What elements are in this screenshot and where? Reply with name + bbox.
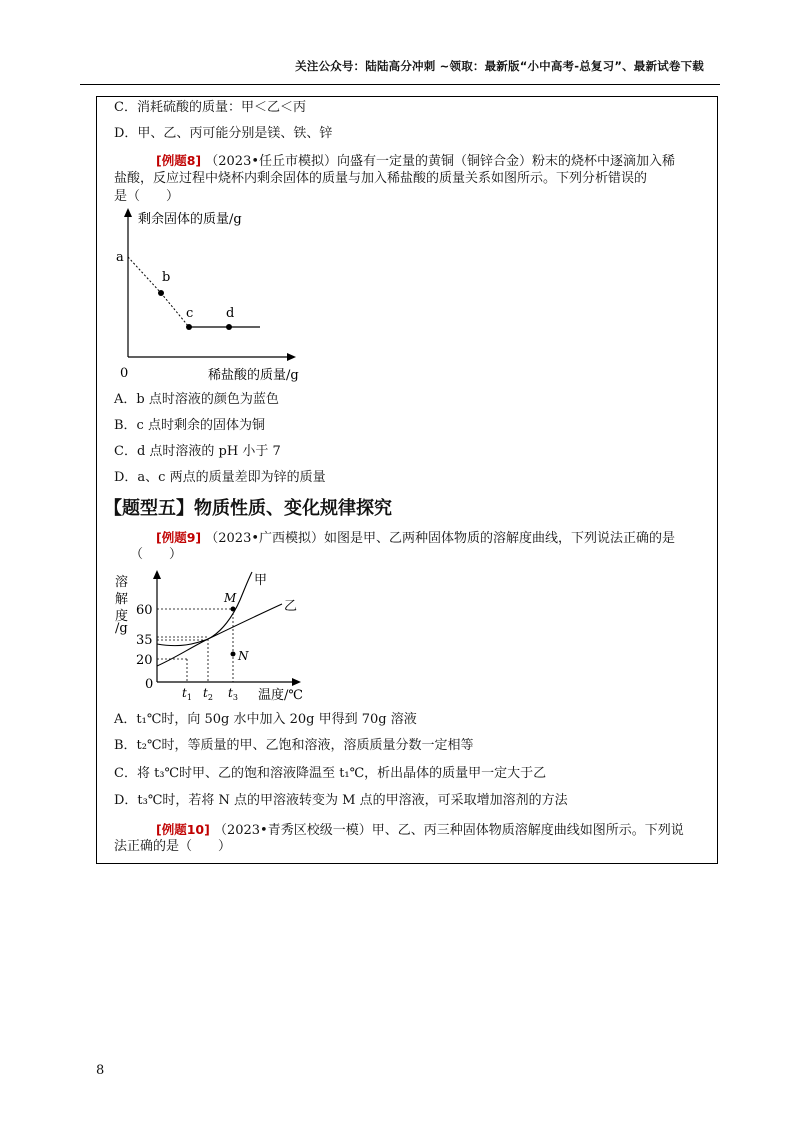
example10-line1 [156, 821, 684, 840]
curve-yi [157, 604, 282, 666]
example9-text2: （ ） [130, 547, 183, 562]
x-axis-arrow [287, 353, 296, 361]
y-axis-label: 剩余固体的质量/g [138, 212, 242, 227]
page-header: 关注公众号：陆陆高分冲刺 ~领取：最新版“小中高考-总复习”、最新试卷下载 [295, 59, 704, 73]
y-label-3: 度 [115, 609, 129, 624]
y-label-2: 解 [115, 592, 129, 607]
label-n: N [238, 649, 249, 663]
page-number: 8 [96, 1063, 105, 1078]
option-c-top: C．消耗硫酸的质量：甲＜乙＜丙 [114, 100, 306, 115]
tick-0: 0 [145, 677, 154, 692]
example8-line1 [156, 152, 675, 171]
example9-option-c: C．将 t₃℃时甲、乙的饱和溶液降温至 t₁℃，析出晶体的质量甲一定大于乙 [114, 766, 547, 781]
example8-option-b: B．c 点时剩余的固体为铜 [114, 418, 265, 433]
label-a: a [116, 250, 124, 265]
point-b [158, 290, 164, 296]
header-rule [80, 84, 720, 85]
example9-chart [110, 566, 320, 706]
example9-line1 [156, 529, 675, 548]
label-jia: 甲 [254, 573, 268, 588]
example10-label: [例题10] [156, 822, 210, 837]
example8-option-a: A．b 点时溶液的颜色为蓝色 [114, 392, 279, 407]
point-m [231, 607, 236, 612]
y-axis-arrow [153, 570, 161, 579]
option-d-top: D．甲、乙、丙可能分别是镁、铁、锌 [114, 126, 333, 141]
example8-chart [110, 205, 320, 385]
x-axis-label: 稀盐酸的质量/g [208, 368, 299, 383]
x-axis-arrow [292, 678, 301, 686]
curve-jia [157, 572, 252, 646]
x-axis-label: 温度/℃ [258, 688, 303, 703]
curve-bc [161, 293, 189, 327]
label-c: c [186, 306, 194, 321]
example10-text1: （2023•青秀区校级一模）甲、乙、丙三种固体物质溶解度曲线如图所示。下列说 [213, 823, 684, 838]
tick-t1: $t_1$ [182, 686, 192, 702]
example9-label: [例题9] [156, 530, 202, 545]
tick-t2: $t_2$ [203, 686, 213, 702]
y-axis-arrow [124, 208, 132, 217]
example8-label: [例题8] [156, 153, 202, 168]
point-c [186, 324, 192, 330]
y-label-4: /g [115, 621, 128, 636]
example8-text1: （2023•任丘市模拟）向盛有一定量的黄铜（铜锌合金）粉末的烧杯中逐滴加入稀 [205, 154, 676, 169]
section-title: 【题型五】物质性质、变化规律探究 [104, 498, 392, 519]
curve-ab [128, 257, 161, 293]
tick-60: 60 [136, 603, 153, 618]
origin-label: 0 [120, 366, 129, 381]
tick-35: 35 [136, 633, 153, 648]
y-label-1: 溶 [115, 575, 129, 590]
example8-text2: 盐酸，反应过程中烧杯内剩余固体的质量与加入稀盐酸的质量关系如图所示。下列分析错误的 [114, 171, 648, 186]
label-yi: 乙 [284, 599, 298, 614]
example9-text1: （2023•广西模拟）如图是甲、乙两种固体物质的溶解度曲线，下列说法正确的是 [205, 531, 676, 546]
example8-text3: 是（ ） [114, 189, 180, 204]
label-m: M [224, 591, 237, 605]
label-d: d [226, 306, 235, 321]
point-n [231, 652, 236, 657]
label-b: b [162, 270, 171, 285]
example8-option-c: C．d 点时溶液的 pH 小于 7 [114, 444, 281, 459]
point-d [226, 324, 232, 330]
tick-20: 20 [136, 653, 153, 668]
example9-option-d: D．t₃℃时，若将 N 点的甲溶液转变为 M 点的甲溶液，可采取增加溶剂的方法 [114, 793, 568, 808]
example9-option-a: A．t₁℃时，向 50g 水中加入 20g 甲得到 70g 溶液 [114, 712, 417, 727]
example8-option-d: D．a、c 两点的质量差即为锌的质量 [114, 470, 326, 485]
tick-t3: $t_3$ [228, 686, 238, 702]
example9-option-b: B．t₂℃时，等质量的甲、乙饱和溶液，溶质质量分数一定相等 [114, 738, 474, 753]
example10-text2: 法正确的是（ ） [114, 839, 232, 854]
